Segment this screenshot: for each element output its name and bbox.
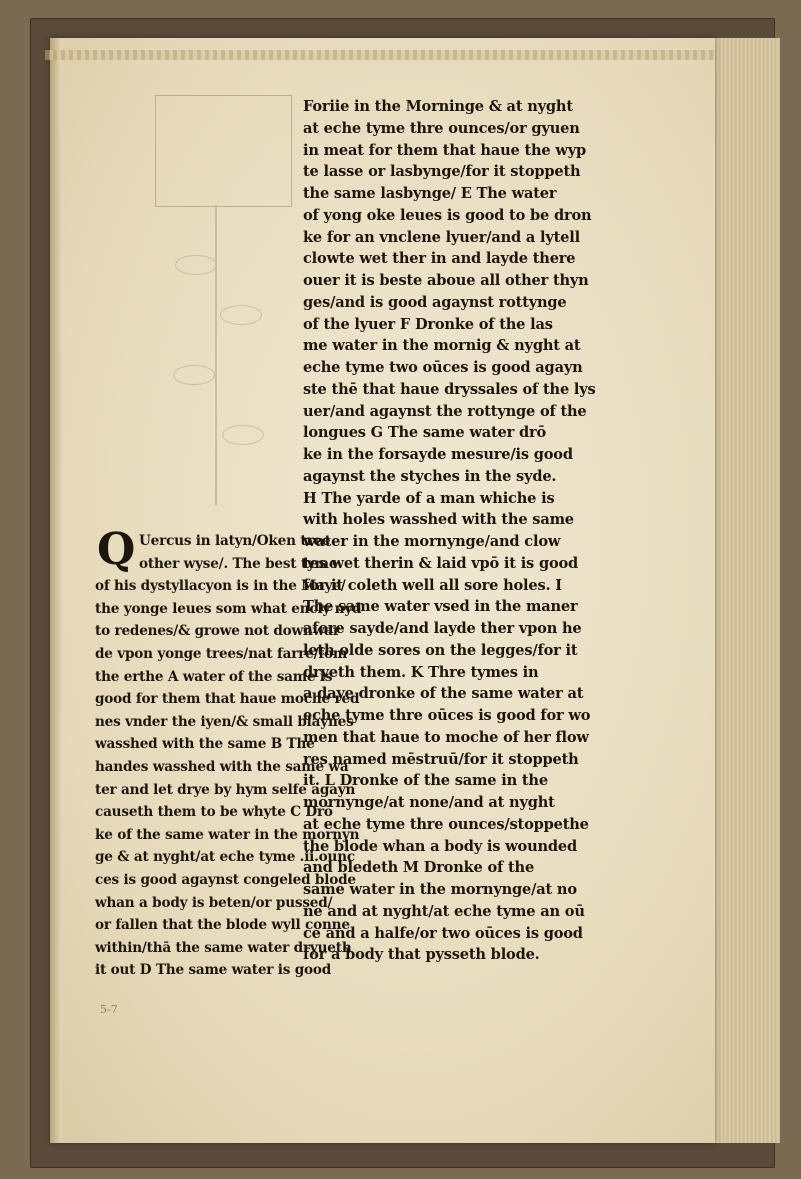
- text-line: a daye dronke of the same water at: [303, 685, 584, 703]
- page-gutter: [50, 38, 62, 1143]
- text-line: me water in the mornig & nyght at: [303, 337, 581, 355]
- text-line: for a body that pysseth blode.: [303, 946, 540, 964]
- text-line: the erthe A water of the same is: [95, 668, 333, 685]
- text-line: and bledeth M Dronke of the: [303, 859, 535, 877]
- left-text-column: [95, 524, 362, 982]
- text-line: within/thā the same water dryueth: [95, 939, 352, 956]
- text-line: The same water vsed in the maner: [303, 598, 578, 616]
- text-line: eche tyme two oūces is good agayn: [303, 359, 583, 376]
- text-line: at eche tyme thre ounces/stoppethe: [303, 815, 589, 833]
- signature-mark: 5-7: [100, 1003, 118, 1016]
- text-line: ter and let drye by hym selfe agayn: [95, 781, 356, 798]
- text-line: the yonge leues som what encly nyd: [95, 600, 362, 617]
- text-line: same water in the mornynge/at no: [303, 881, 577, 898]
- text-line: dryeth them. K Thre tymes in: [303, 663, 539, 681]
- text-line: the same lasbynge/ E The water: [303, 185, 557, 202]
- text-line: agaynst the styches in the syde.: [303, 467, 557, 485]
- text-line: men that haue to moche of her flow: [303, 728, 589, 746]
- text-line: wasshed with the same B The: [95, 736, 315, 753]
- text-line: afore sayde/and layde ther vpon he: [303, 620, 582, 637]
- text-line: whan a body is beten/or pussed/: [95, 894, 333, 911]
- text-line: ouer it is beste aboue all other thyn: [303, 272, 589, 289]
- text-line: or fallen that the blode wyll conne: [95, 917, 350, 934]
- text-line: ce and a halfe/or two oūces is good: [303, 924, 583, 942]
- text-line: for it coleth well all sore holes. I: [303, 576, 562, 594]
- text-line: ke in the forsayde mesure/is good: [303, 446, 573, 463]
- text-line: in meat for them that haue the wyp: [303, 141, 587, 159]
- text-line: longues G The same water drō: [303, 424, 546, 442]
- text-line: it out D The same water is good: [95, 962, 332, 979]
- text-line: ge & at nyght/at eche tyme .ii.ounc: [95, 849, 355, 866]
- text-line: ges/and is good agaynst rottynge: [303, 293, 567, 311]
- faded-woodcut-illustration: [95, 95, 295, 515]
- text-line: other wyse/. The best tyme: [139, 555, 338, 572]
- text-line: ces is good agaynst congeled blode: [95, 871, 356, 888]
- text-line: handes wasshed with the same wa: [95, 758, 349, 775]
- text-line: ste thē that haue dryssales of the lys: [303, 380, 596, 398]
- text-line: ke of the same water in the mornyn: [95, 826, 360, 843]
- text-line: of yong oke leues is good to be dron: [303, 206, 592, 224]
- text-line: the blode whan a body is wounded: [303, 837, 577, 855]
- text-line: leth olde sores on the legges/for it: [303, 641, 578, 659]
- text-line: of his dystyllacyon is in the Maye/: [95, 578, 346, 595]
- text-line: it. L Dronke of the same in the: [303, 772, 548, 790]
- text-line: ke for an vnclene lyuer/and a lytell: [303, 228, 580, 246]
- text-line: H The yarde of a man whiche is: [303, 489, 555, 507]
- text-line: uer/and agaynst the rottynge of the: [303, 402, 587, 420]
- text-line: eche tyme thre oūces is good for wo: [303, 707, 591, 724]
- text-line: res named mēstruū/for it stoppeth: [303, 750, 579, 768]
- text-line: with holes wasshed with the same: [303, 511, 574, 529]
- text-line: mornynge/at none/and at nyght: [303, 794, 555, 811]
- text-line: nes vnder the iyen/& small blaynes: [95, 713, 354, 730]
- text-line: good for them that haue moche red: [95, 691, 360, 708]
- text-line: to redenes/& growe not downwar: [95, 623, 340, 640]
- text-line: te lasse or lasbynge/for it stoppeth: [303, 163, 581, 181]
- top-ornament-band: [45, 50, 715, 60]
- right-text-column: [303, 96, 683, 966]
- text-line: Foriie in the Morninge & at nyght: [303, 98, 573, 115]
- text-line: causeth them to be whyte C Drō: [95, 804, 333, 821]
- text-line: clowte wet ther in and layde there: [303, 250, 576, 268]
- text-line: of the lyuer F Dronke of the las: [303, 315, 553, 333]
- text-line: ne and at nyght/at eche tyme an oū: [303, 902, 585, 920]
- text-line: tes wet therin & laid vpō it is good: [303, 554, 579, 572]
- text-line: Uercus in latyn/Oken tree: [139, 533, 331, 549]
- drop-cap-initial: Q: [97, 524, 136, 575]
- text-line: at eche tyme thre ounces/or gyuen: [303, 119, 580, 137]
- text-line: de vpon yonge trees/nat farre/fom: [95, 645, 348, 662]
- text-line: water in the mornynge/and clow: [303, 533, 561, 550]
